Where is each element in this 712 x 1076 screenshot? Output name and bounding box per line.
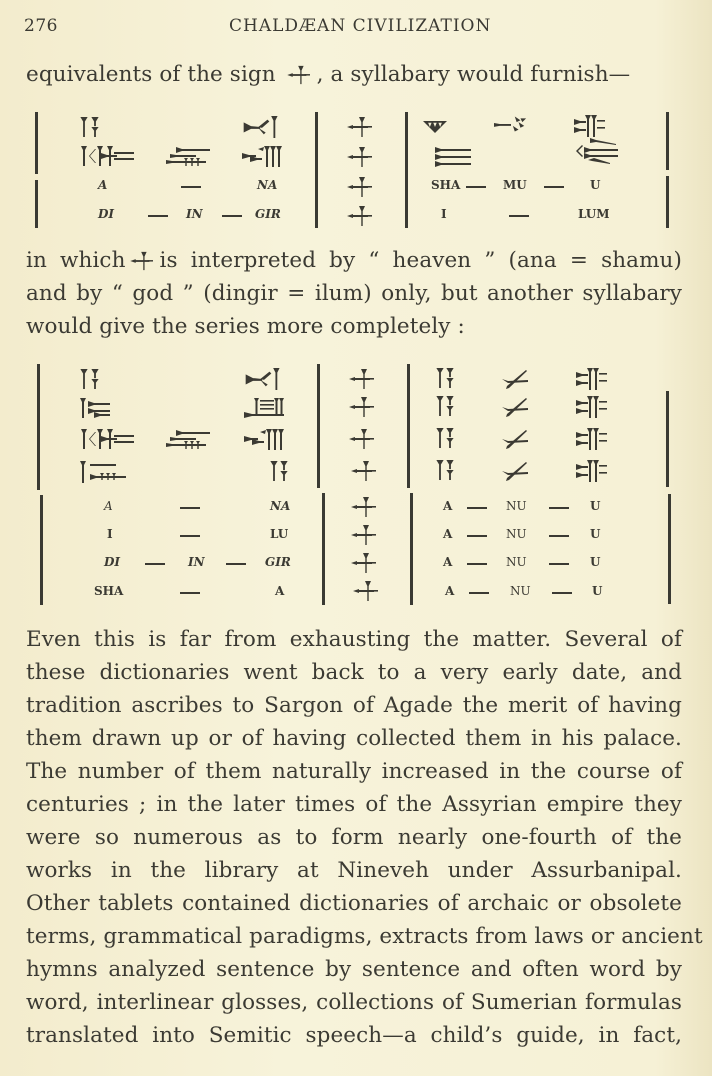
a-sign-icon bbox=[91, 117, 99, 137]
dash bbox=[552, 592, 572, 594]
dingir-sign-icon bbox=[346, 146, 376, 168]
dash bbox=[467, 507, 487, 509]
paragraph-2-line-1 bbox=[26, 246, 682, 276]
dash bbox=[180, 535, 200, 537]
dash bbox=[145, 563, 165, 565]
sha-sign-icon bbox=[80, 460, 134, 484]
syllable: U bbox=[592, 584, 603, 598]
dash bbox=[222, 215, 242, 217]
gir-sign-icon bbox=[242, 145, 282, 167]
table-rule bbox=[37, 364, 40, 490]
gir-sign-icon bbox=[244, 428, 284, 450]
a-sign-icon bbox=[446, 428, 454, 448]
dash bbox=[148, 215, 168, 217]
table-rule bbox=[410, 493, 413, 605]
running-title: CHALDÆAN CIVILIZATION bbox=[229, 16, 492, 36]
paragraph-3-line: these dictionaries went back to a very early date, and bbox=[26, 660, 682, 685]
a-sign-icon bbox=[436, 460, 444, 480]
syllable: NU bbox=[506, 527, 527, 541]
dingir-sign-icon bbox=[348, 428, 378, 450]
sha-sign-icon bbox=[423, 120, 447, 134]
a-sign-icon bbox=[80, 369, 88, 389]
syllable: A bbox=[443, 527, 453, 541]
dingir-sign-icon bbox=[348, 396, 378, 418]
a-sign-icon bbox=[436, 368, 444, 388]
table-rule bbox=[666, 176, 669, 228]
dash bbox=[467, 563, 487, 565]
syllable: A bbox=[443, 555, 453, 569]
syllable: IN bbox=[186, 207, 203, 221]
syllable: A bbox=[98, 178, 108, 192]
syllable: NU bbox=[506, 555, 527, 569]
a-sign-icon bbox=[446, 396, 454, 416]
paragraph-3-line: terms, grammatical paradigms, extracts from laws or ancient bbox=[26, 924, 703, 949]
dingir-sign-icon bbox=[346, 116, 376, 138]
a-sign-icon bbox=[436, 396, 444, 416]
a-sign-icon bbox=[446, 368, 454, 388]
paragraph-3-line: The number of them naturally increased in the course of bbox=[26, 759, 682, 784]
syllable: GIR bbox=[265, 555, 291, 569]
paragraph-3-line: centuries ; in the later times of the Assyrian empire they bbox=[26, 792, 682, 817]
a-sign-icon bbox=[446, 460, 454, 480]
paragraph-3-line: Other tablets contained dictionaries of archaic or obsolete bbox=[26, 891, 682, 916]
dash bbox=[181, 186, 201, 188]
syllable: NA bbox=[257, 178, 278, 192]
nu-sign-icon bbox=[500, 368, 530, 390]
i-sign-icon bbox=[80, 397, 126, 419]
di-sign-icon bbox=[81, 145, 135, 167]
a-sign-icon bbox=[91, 369, 99, 389]
text-segment: is interpreted by “ heaven ” (ana = shamu) bbox=[159, 248, 682, 273]
syllable: U bbox=[590, 178, 601, 192]
u-sign-icon bbox=[576, 368, 608, 390]
nu-sign-icon bbox=[500, 396, 530, 418]
u-sign-icon bbox=[576, 396, 608, 418]
nu-sign-icon bbox=[500, 428, 530, 450]
dash bbox=[180, 592, 200, 594]
u-sign-icon bbox=[574, 115, 606, 137]
table-rule bbox=[40, 495, 43, 605]
table-rule bbox=[407, 364, 410, 488]
dingir-sign-icon bbox=[350, 524, 380, 546]
u-sign-icon bbox=[576, 460, 608, 482]
syllable: NA bbox=[270, 499, 291, 513]
syllable: LUM bbox=[578, 207, 610, 221]
dash bbox=[549, 507, 569, 509]
text-segment: in which bbox=[26, 248, 126, 273]
paragraph-3-line: Even this is far from exhausting the matter. Several of bbox=[26, 627, 682, 652]
table-rule bbox=[315, 112, 318, 228]
running-head bbox=[24, 16, 682, 40]
paragraph-1-line-1 bbox=[26, 60, 682, 90]
dingir-sign-icon bbox=[350, 460, 380, 482]
syllable: I bbox=[441, 207, 447, 221]
syllable: SHA bbox=[94, 584, 124, 598]
paragraph-3-line: were so numerous as to form nearly one-fourth of the bbox=[26, 825, 682, 850]
paragraph-3-line: them drawn up or of having collected them in his palace. bbox=[26, 726, 682, 751]
syllable: A bbox=[275, 584, 285, 598]
dingir-sign-icon bbox=[352, 580, 382, 602]
syllable: SHA bbox=[431, 178, 461, 192]
nu-sign-icon bbox=[500, 460, 530, 482]
in-sign-icon bbox=[166, 428, 210, 450]
dingir-sign-icon bbox=[286, 65, 314, 85]
i-sign-icon bbox=[434, 145, 472, 167]
syllable: U bbox=[590, 527, 601, 541]
paragraph-3-line: works in the library at Nineveh under Assurbanipal. bbox=[26, 858, 682, 883]
syllable: MU bbox=[503, 178, 527, 192]
dash bbox=[549, 535, 569, 537]
paragraph-2-line-3: would give the series more completely : bbox=[26, 314, 465, 339]
syllable: A bbox=[443, 499, 453, 513]
paragraph-3-line: tradition ascribes to Sargon of Agade the merit of having bbox=[26, 693, 682, 718]
table-rule bbox=[317, 364, 320, 488]
syllable: GIR bbox=[255, 207, 281, 221]
syllable: A bbox=[104, 499, 113, 513]
syllable: A bbox=[445, 584, 455, 598]
table-rule bbox=[35, 180, 38, 228]
a-sign-icon bbox=[80, 117, 88, 137]
paragraph-3-line: translated into Semitic speech—a child’s guide, in fact, bbox=[26, 1023, 682, 1048]
dingir-sign-icon bbox=[350, 552, 380, 574]
dash bbox=[549, 563, 569, 565]
syllable: DI bbox=[98, 207, 115, 221]
dingir-sign-icon bbox=[348, 368, 378, 390]
u-sign-icon bbox=[576, 428, 608, 450]
dash bbox=[226, 563, 246, 565]
mu-sign-icon bbox=[494, 114, 528, 134]
syllable: DI bbox=[104, 555, 121, 569]
paragraph-3-line: word, interlinear glosses, collections of Sumerian formulas bbox=[26, 990, 682, 1015]
lum-sign-icon bbox=[576, 138, 620, 164]
dingir-sign-icon bbox=[346, 205, 376, 227]
table-rule bbox=[666, 391, 669, 487]
syllable: IN bbox=[188, 555, 205, 569]
table-rule bbox=[405, 112, 408, 228]
dingir-sign-icon bbox=[346, 176, 376, 198]
dash bbox=[467, 535, 487, 537]
lu-sign-icon bbox=[244, 396, 284, 418]
syllable: U bbox=[590, 499, 601, 513]
dingir-sign-icon bbox=[129, 251, 157, 271]
syllable: NU bbox=[506, 499, 527, 513]
dash bbox=[469, 592, 489, 594]
table-rule bbox=[666, 112, 669, 170]
paragraph-3-line: hymns analyzed sentence by sentence and often word by bbox=[26, 957, 682, 982]
in-sign-icon bbox=[166, 145, 210, 167]
a-sign-icon bbox=[270, 461, 278, 481]
syllable: NU bbox=[510, 584, 531, 598]
text-segment: equivalents of the sign bbox=[26, 62, 276, 87]
table-rule bbox=[668, 494, 671, 604]
na-sign-icon bbox=[244, 368, 284, 390]
syllable: LU bbox=[270, 527, 289, 541]
dash bbox=[180, 507, 200, 509]
a-sign-icon bbox=[436, 428, 444, 448]
dash bbox=[544, 186, 564, 188]
dingir-sign-icon bbox=[350, 496, 380, 518]
table-rule bbox=[35, 112, 38, 174]
a-sign-icon bbox=[280, 461, 288, 481]
paragraph-2-line-2: and by “ god ” (dingir = ilum) only, but another syllabary bbox=[26, 281, 682, 306]
text-segment: , a syllabary would furnish— bbox=[316, 62, 631, 87]
page-number: 276 bbox=[24, 16, 58, 36]
dash bbox=[466, 186, 486, 188]
syllable: U bbox=[590, 555, 601, 569]
syllable: I bbox=[107, 527, 113, 541]
table-rule bbox=[322, 493, 325, 605]
dash bbox=[509, 215, 529, 217]
di-sign-icon bbox=[81, 428, 135, 450]
na-sign-icon bbox=[242, 116, 282, 138]
